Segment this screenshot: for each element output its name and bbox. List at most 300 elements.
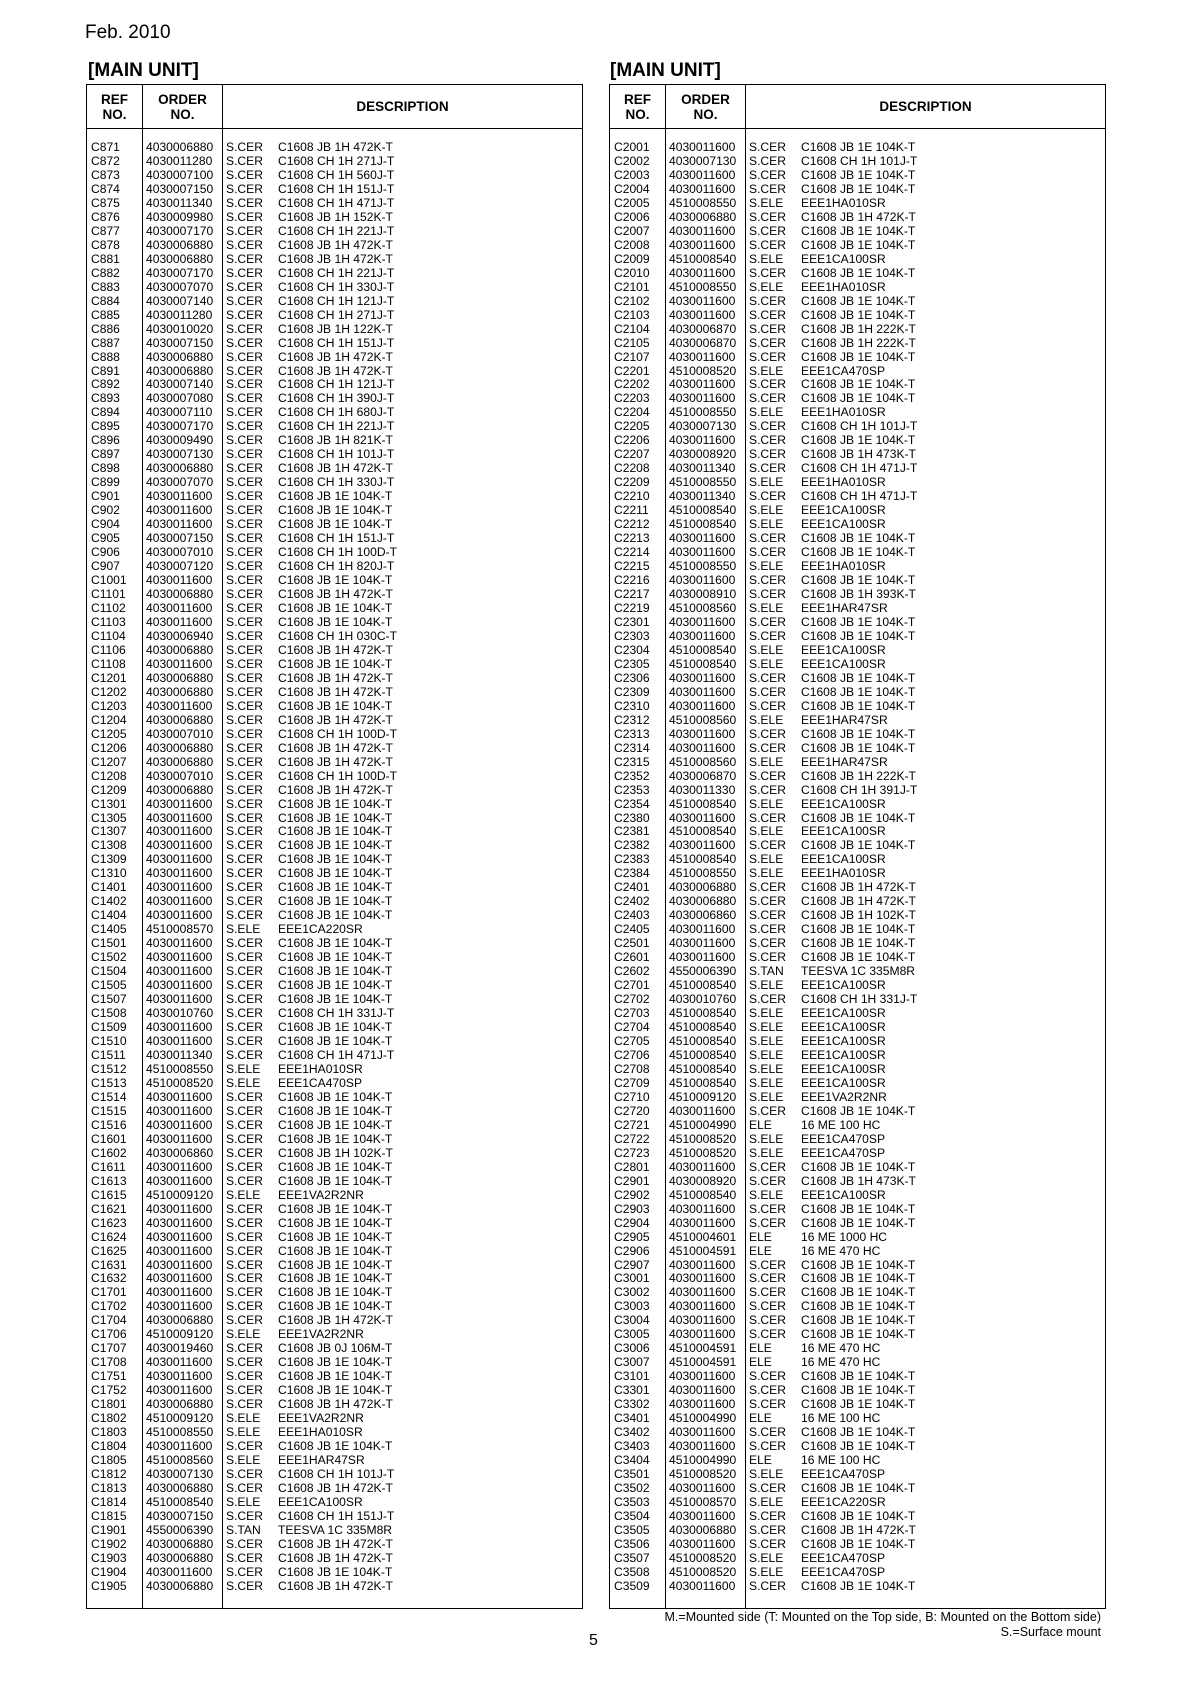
part-type: S.ELE (749, 754, 784, 769)
description-cell (746, 322, 1105, 336)
part-type: S.CER (749, 838, 786, 853)
order-no-cell: 4030011600 (146, 1201, 213, 1216)
part-type: ELE (749, 1355, 772, 1370)
description-cell (223, 741, 582, 755)
description-cell (223, 811, 582, 825)
part-type: S.CER (226, 1439, 263, 1454)
part-type: S.ELE (749, 1034, 784, 1048)
part-spec: C1608 JB 1E 104K-T (278, 600, 393, 615)
description-cell (223, 797, 582, 811)
order-no-cell: 4510008540 (669, 642, 737, 657)
description-cell (746, 797, 1105, 811)
description-cell (223, 1425, 582, 1439)
part-spec: 16 ME 100 HC (801, 1453, 881, 1468)
ref-no-cell: C2004 (614, 181, 650, 196)
part-type: S.ELE (226, 1187, 261, 1202)
ref-no-cell: C2310 (614, 698, 650, 713)
description-cell (223, 1104, 582, 1118)
order-no-cell: 4030006880 (146, 237, 214, 252)
order-no-cell: 4030008920 (669, 1173, 737, 1188)
description-cell (746, 783, 1105, 797)
ref-no-cell: C891 (91, 363, 120, 378)
description-cell (223, 1048, 582, 1062)
order-no-cell: 4030011600 (669, 307, 736, 322)
order-no-cell: 4030011600 (146, 908, 213, 923)
part-type: S.ELE (749, 517, 784, 532)
column-header-description: DESCRIPTION (879, 99, 972, 114)
part-spec: EEE1CA100SR (801, 796, 886, 811)
part-spec: C1608 JB 1E 104K-T (801, 726, 916, 741)
description-cell (223, 601, 582, 615)
part-spec: C1608 JB 1E 104K-T (801, 433, 916, 448)
part-type: S.CER (749, 531, 786, 546)
part-type: S.CER (749, 936, 786, 951)
order-no-cell: 4550006390 (669, 964, 737, 979)
order-no-cell: 4030011600 (669, 726, 736, 741)
part-spec: C1608 JB 1E 104K-T (278, 992, 393, 1007)
part-type: S.TAN (226, 1522, 261, 1537)
description-cell (746, 671, 1105, 685)
part-spec: C1608 JB 1E 104K-T (801, 1271, 916, 1286)
order-no-cell: 4030007010 (146, 768, 214, 783)
description-cell (223, 433, 582, 447)
part-type: S.CER (226, 503, 263, 518)
part-type: S.ELE (749, 1061, 784, 1076)
table-body (87, 129, 582, 1608)
part-type: ELE (749, 1243, 772, 1258)
ref-no-cell: C2313 (614, 726, 650, 741)
part-spec: EEE1CA100SR (801, 1006, 886, 1021)
part-spec: C1608 JB 1E 104K-T (278, 1299, 393, 1314)
ref-no-cell: C1203 (91, 698, 127, 713)
ref-no-cell: C2381 (614, 824, 650, 839)
order-no-cell: 4030011600 (669, 614, 736, 629)
order-no-cell: 4030006880 (146, 754, 214, 769)
ref-no-cell: C3101 (614, 1369, 650, 1384)
description-cell (746, 461, 1105, 475)
ref-no-cell: C907 (91, 559, 120, 574)
ref-no-cell: C2401 (614, 880, 650, 895)
description-cell (223, 308, 582, 322)
description-cell (746, 182, 1105, 196)
order-no-cell: 4030011600 (146, 698, 213, 713)
part-type: S.CER (226, 894, 263, 909)
ref-no-cell: C2315 (614, 754, 650, 769)
ref-no-cell: C1602 (91, 1145, 127, 1160)
ref-no-cell: C2403 (614, 908, 650, 923)
description-cell (746, 1383, 1105, 1397)
order-no-cell: 4030011600 (146, 1215, 213, 1230)
order-no-cell: 4510008560 (146, 1453, 214, 1468)
part-type: S.CER (749, 1271, 786, 1286)
part-spec: C1608 CH 1H 100D-T (278, 545, 397, 560)
ref-no-cell: C1511 (91, 1047, 126, 1062)
part-spec: C1608 JB 1E 104K-T (278, 1020, 393, 1034)
part-spec: EEE1CA100SR (801, 1034, 886, 1048)
order-no-cell: 4030011600 (669, 1215, 736, 1230)
part-type: S.ELE (749, 363, 784, 378)
part-spec: C1608 CH 1H 560J-T (278, 167, 395, 182)
part-type: S.CER (226, 852, 263, 867)
description-cell (746, 1020, 1105, 1034)
ref-no-cell: C1903 (91, 1550, 127, 1565)
part-type: S.CER (749, 167, 786, 182)
part-type: S.ELE (749, 866, 784, 881)
part-type: S.CER (226, 796, 263, 811)
part-type: S.CER (749, 950, 786, 965)
ref-no-cell: C2402 (614, 894, 650, 909)
part-spec: C1608 JB 1E 104K-T (801, 1201, 916, 1216)
part-type: S.CER (226, 824, 263, 839)
part-type: S.ELE (749, 279, 784, 294)
ref-no-cell: C2709 (614, 1075, 650, 1090)
description-cell (223, 1341, 582, 1355)
part-type: S.CER (749, 265, 786, 280)
order-no-cell: 4030011600 (146, 1369, 213, 1384)
ref-no-cell: C1706 (91, 1327, 127, 1342)
ref-no-cell: C2708 (614, 1061, 650, 1076)
description-cell (746, 1579, 1105, 1593)
order-no-cell: 4030011600 (146, 992, 213, 1007)
table-header (87, 85, 582, 129)
order-no-cell: 4030006880 (146, 140, 214, 154)
ref-no-cell: C3003 (614, 1299, 650, 1314)
column-header-order-no: ORDER NO. (666, 85, 746, 128)
part-spec: C1608 CH 1H 221J-T (278, 223, 395, 238)
part-type: S.CER (226, 1006, 263, 1021)
order-no-cell: 4030007130 (669, 419, 737, 434)
part-spec: C1608 JB 1E 104K-T (801, 307, 916, 322)
order-no-cell: 4030007070 (146, 279, 214, 294)
ref-no-cell: C2722 (614, 1131, 650, 1146)
ref-no-cell: C2207 (614, 447, 650, 462)
description-cell (223, 1523, 582, 1537)
part-type: S.ELE (749, 852, 784, 867)
description-cell (223, 531, 582, 545)
part-type: S.CER (226, 1564, 263, 1579)
part-type: S.ELE (749, 195, 784, 210)
part-type: S.CER (749, 461, 786, 476)
description-cell (746, 866, 1105, 880)
ref-no-cell: C2002 (614, 153, 650, 168)
order-no-cell: 4030006880 (146, 1578, 214, 1593)
part-type: S.CER (226, 335, 263, 350)
description-cell (746, 880, 1105, 894)
description-cell (223, 1355, 582, 1369)
section-title-left: [MAIN UNIT] (88, 60, 199, 81)
ref-no-cell: C897 (91, 447, 120, 462)
part-spec: C1608 JB 1E 104K-T (801, 922, 916, 937)
ref-no-cell: C3508 (614, 1564, 650, 1579)
description-cell (746, 266, 1105, 280)
ref-no-cell: C2001 (614, 140, 650, 154)
description-cell (746, 992, 1105, 1006)
part-spec: C1608 JB 1E 104K-T (278, 950, 393, 965)
part-type: S.CER (226, 1578, 263, 1593)
order-no-cell: 4030006880 (146, 363, 214, 378)
part-spec: EEE1CA100SR (801, 1047, 886, 1062)
part-spec: C1608 JB 1E 104K-T (278, 1564, 393, 1579)
order-no-cell: 4030011600 (669, 1481, 736, 1495)
ref-no-cell: C2721 (614, 1117, 650, 1132)
description-cell (223, 852, 582, 866)
order-no-cell: 4030011600 (146, 517, 213, 532)
ref-no-cell: C2907 (614, 1257, 650, 1272)
part-spec: C1608 JB 1E 104K-T (278, 880, 393, 895)
ref-no-cell: C1204 (91, 712, 127, 727)
order-no-cell: 4510008520 (669, 1564, 737, 1579)
order-no-cell: 4030006880 (146, 670, 214, 685)
order-no-cell: 4030011600 (669, 1285, 736, 1300)
ref-no-cell: C2701 (614, 978, 650, 993)
part-type: S.CER (226, 377, 263, 392)
ref-no-cell: C3301 (614, 1383, 650, 1398)
ref-no-cell: C1309 (91, 852, 127, 867)
description-cell (223, 1383, 582, 1397)
part-spec: C1608 JB 1E 104K-T (801, 1508, 916, 1523)
order-no-cell: 4030008920 (669, 447, 737, 462)
part-type: S.CER (749, 740, 786, 755)
part-spec: C1608 CH 1H 151J-T (278, 1508, 395, 1523)
part-spec: C1608 JB 1E 104K-T (801, 1313, 916, 1328)
description-cell (223, 950, 582, 964)
part-spec: C1608 JB 1E 104K-T (801, 391, 916, 406)
description-cell (223, 196, 582, 210)
description-cell (223, 992, 582, 1006)
description-cell (223, 517, 582, 531)
ref-no-cell: C2312 (614, 712, 650, 727)
order-no-cell: 4030011600 (146, 880, 213, 895)
part-type: S.CER (226, 517, 263, 532)
ref-no-cell: C895 (91, 419, 120, 434)
description-cell (746, 1244, 1105, 1258)
description-cell (746, 447, 1105, 461)
part-spec: C1608 JB 1H 102K-T (801, 908, 916, 923)
part-type: S.CER (226, 1034, 263, 1048)
part-spec: C1608 JB 1E 104K-T (278, 614, 393, 629)
order-no-cell: 4030011600 (669, 1327, 736, 1342)
part-spec: C1608 CH 1H 331J-T (278, 1006, 395, 1021)
description-cell (746, 1258, 1105, 1272)
description-cell (746, 1369, 1105, 1383)
order-no-cell: 4030011600 (669, 922, 736, 937)
part-type: S.CER (749, 894, 786, 909)
part-spec: C1608 JB 1E 104K-T (801, 265, 916, 280)
description-cell (223, 908, 582, 922)
order-no-cell: 4030011600 (669, 237, 736, 252)
order-no-cell: 4510008520 (669, 1467, 737, 1481)
ref-no-cell: C877 (91, 223, 120, 238)
part-spec: C1608 JB 1E 104K-T (801, 223, 916, 238)
description-cell (223, 1118, 582, 1132)
part-spec: C1608 JB 1H 393K-T (801, 587, 916, 601)
part-type: S.CER (226, 950, 263, 965)
order-no-cell: 4030011600 (146, 1089, 213, 1104)
ref-no-cell: C3007 (614, 1355, 650, 1370)
order-no-cell: 4030011600 (669, 167, 736, 182)
ref-no-cell: C899 (91, 475, 120, 490)
part-type: S.CER (226, 153, 263, 168)
part-type: S.CER (226, 489, 263, 504)
description-cell (223, 405, 582, 419)
ref-no-cell: C2211 (614, 503, 649, 518)
order-no-cell: 4030011600 (146, 1299, 213, 1314)
order-no-cell: 4030007170 (146, 419, 214, 434)
ref-no-cell: C875 (91, 195, 120, 210)
part-type: S.ELE (226, 1494, 261, 1509)
part-type: S.CER (749, 726, 786, 741)
order-no-cell: 4030011600 (669, 1201, 736, 1216)
description-cell (223, 713, 582, 727)
part-spec: C1608 JB 1E 104K-T (278, 698, 393, 713)
part-type: S.CER (749, 768, 786, 783)
part-spec: C1608 JB 1E 104K-T (278, 1201, 393, 1216)
order-no-cell: 4030011600 (669, 140, 736, 154)
ref-no-cell: C886 (91, 321, 120, 336)
description-cell (746, 741, 1105, 755)
part-spec: C1608 CH 1H 221J-T (278, 419, 395, 434)
part-spec: C1608 JB 1E 104K-T (801, 1327, 916, 1342)
part-spec: C1608 JB 1E 104K-T (278, 1159, 393, 1174)
part-type: S.CER (226, 475, 263, 490)
description-cell (223, 936, 582, 950)
order-no-cell: 4030007150 (146, 1508, 214, 1523)
ref-no-cell: C901 (91, 489, 120, 504)
order-no-cell: 4510008570 (669, 1494, 737, 1509)
order-no-cell: 4030011600 (669, 265, 736, 280)
ref-no-cell: C2005 (614, 195, 650, 210)
part-spec: EEE1HA010SR (801, 559, 886, 574)
part-type: S.CER (749, 614, 786, 629)
part-spec: EEE1CA100SR (801, 642, 886, 657)
description-cell (746, 1481, 1105, 1495)
part-type: S.ELE (749, 600, 784, 615)
description-cell (223, 391, 582, 405)
description-cell (223, 615, 582, 629)
part-spec: C1608 JB 1H 472K-T (278, 684, 393, 699)
part-spec: C1608 JB 1E 104K-T (801, 181, 916, 196)
description-cell (223, 252, 582, 266)
part-spec: C1608 CH 1H 330J-T (278, 279, 395, 294)
part-type: S.CER (226, 251, 263, 266)
ref-no-cell: C1106 (91, 642, 126, 657)
part-spec: C1608 JB 1E 104K-T (801, 1215, 916, 1230)
part-spec: C1608 JB 1E 104K-T (278, 1383, 393, 1398)
description-cell (746, 838, 1105, 852)
part-type: S.CER (749, 573, 786, 587)
ref-no-cell: C2703 (614, 1006, 650, 1021)
order-no-cell: 4510008540 (669, 503, 737, 518)
description-cell (223, 643, 582, 657)
part-type: S.CER (226, 419, 263, 434)
part-type: S.CER (749, 391, 786, 406)
ref-no-cell: C2203 (614, 391, 650, 406)
part-spec: C1608 CH 1H 680J-T (278, 405, 395, 420)
ref-no-cell: C2213 (614, 531, 650, 546)
description-cell (746, 699, 1105, 713)
description-cell (223, 1188, 582, 1202)
description-cell (746, 1230, 1105, 1244)
part-spec: 16 ME 470 HC (801, 1355, 881, 1370)
order-no-cell: 4510008550 (669, 279, 737, 294)
ref-no-cell: C3404 (614, 1453, 650, 1468)
order-no-cell: 4030011600 (146, 489, 213, 504)
order-no-cell: 4030007110 (146, 405, 213, 420)
order-no-cell: 4510008550 (146, 1425, 214, 1440)
part-spec: C1608 JB 1E 104K-T (801, 1481, 916, 1495)
description-cell (223, 964, 582, 978)
part-type: S.CER (749, 587, 786, 601)
order-no-cell: 4030011600 (146, 936, 213, 951)
part-spec: C1608 JB 1E 104K-T (278, 1439, 393, 1454)
description-cell (746, 140, 1105, 154)
ref-no-cell: C1704 (91, 1313, 127, 1328)
ref-no-cell: C2352 (614, 768, 650, 783)
order-no-cell: 4510008550 (669, 195, 737, 210)
ref-no-cell: C1513 (91, 1075, 127, 1090)
ref-no-cell: C1509 (91, 1020, 127, 1034)
order-no-cell: 4510009120 (669, 1089, 737, 1104)
ref-no-cell: C2305 (614, 656, 650, 671)
part-type: S.CER (226, 1243, 263, 1258)
ref-no-cell: C1308 (91, 838, 127, 853)
order-no-cell: 4030011280 (146, 307, 213, 322)
ref-no-cell: C2601 (614, 950, 650, 965)
description-cell (223, 419, 582, 433)
ref-no-cell: C894 (91, 405, 120, 420)
part-spec: C1608 JB 1E 104K-T (278, 936, 393, 951)
part-type: S.CER (226, 587, 263, 601)
part-type: S.CER (226, 1271, 263, 1286)
description-column (746, 129, 1105, 1608)
order-no-cell: 4030006880 (146, 1313, 214, 1328)
order-column (666, 129, 746, 1608)
ref-no-cell: C1904 (91, 1564, 127, 1579)
order-no-cell: 4510008520 (669, 1145, 737, 1160)
part-spec: C1608 JB 0J 106M-T (278, 1341, 393, 1356)
part-type: S.CER (226, 1369, 263, 1384)
column-header-description: DESCRIPTION (356, 99, 449, 114)
part-spec: C1608 CH 1H 471J-T (278, 195, 395, 210)
ref-no-cell: C874 (91, 181, 120, 196)
description-cell (223, 783, 582, 797)
order-no-cell: 4030011600 (669, 1397, 736, 1412)
order-no-cell: 4030011600 (669, 433, 736, 448)
part-spec: C1608 JB 1E 104K-T (278, 1229, 393, 1244)
order-no-cell: 4030011600 (146, 838, 213, 853)
part-type: S.CER (226, 1299, 263, 1314)
part-spec: 16 ME 1000 HC (801, 1229, 888, 1244)
part-spec: C1608 CH 1H 271J-T (278, 153, 395, 168)
description-cell (746, 1411, 1105, 1425)
ref-no-cell: C1902 (91, 1536, 127, 1551)
part-type: S.CER (226, 1159, 263, 1174)
part-type: S.CER (749, 922, 786, 937)
part-type: S.CER (749, 1397, 786, 1412)
part-type: S.ELE (226, 922, 261, 937)
part-type: S.ELE (749, 978, 784, 993)
description-cell (746, 936, 1105, 950)
order-no-cell: 4030011600 (669, 740, 736, 755)
ref-no-cell: C2102 (614, 293, 650, 308)
part-spec: C1608 JB 1H 472K-T (278, 1536, 393, 1551)
description-cell (223, 1034, 582, 1048)
part-type: S.ELE (749, 251, 784, 266)
order-no-cell: 4030007130 (146, 447, 214, 462)
description-cell (746, 908, 1105, 922)
part-type: S.CER (226, 1481, 263, 1495)
order-no-cell: 4030007130 (669, 153, 737, 168)
